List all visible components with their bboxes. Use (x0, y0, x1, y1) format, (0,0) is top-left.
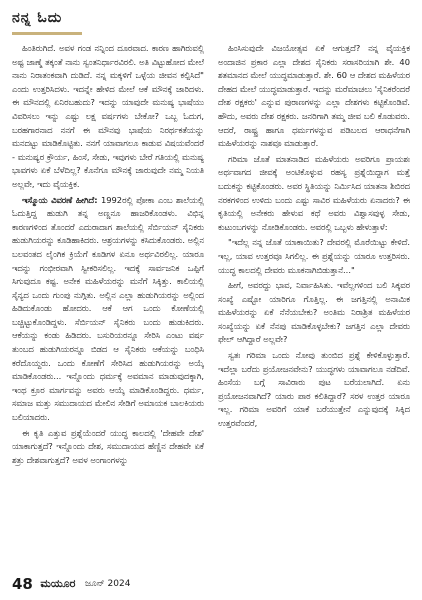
paragraph: ಹಿಂತಿರುಗಿದೆ. ಅವಳ ಗಂಡ ನನ್ನಿಂದ ದೂರವಾದ. ಕಾರಣ ಹಾಗಿರುವಲ್ಲಿ ಅಷ್ಟ ಜಾಣ್ಮೆ ತಕ್ಕಂತೆ ನಾನು ಸ್ವಂತನಿರ್ಧಾರವಿರಲಿ. ಅತಿ ವಿಟ್ಟುಹೋದ ಮೇಲೆ ನಾನು ನಿರಾತಂಕವಾಗಿ ದುಡಿದೆ. ನನ್ನ ಮಕ್ಕಳಿಗೆ ಒಳ್ಳೆಯ ಜೀವನ ಕಲ್ಪಿಸಿದೆ" ಎಂದು ಉತ್ತರಿಸಿದಳು. ಇದನ್ನೇ ಹೇಳಿದ ಮೇಲೆ ಆಕೆ ಮೌನಕ್ಕೆ ಜಾರಿದಳು. ಈ ಮೌನದಲ್ಲಿ ಏನಿರಬಹುದು? ಇದನ್ನು ಯಾವುದೇ ಮನುಷ್ಯ ಭಾಷೆಯು ವಿವರಿಸಲು ಇನ್ನು ಎಷ್ಟು ಲಕ್ಷ ವರ್ಷಗಳು ಬೇಕೋ? ಒಬ್ಬ ಓದುಗ, ಬರಹಗಾರನಾದ ನನಗೆ ಈ ಮೌನವು ಭಾಷೆಯ ನಿರರ್ಥಕತೆಯನ್ನು ಮನದಟ್ಟು ಮಾಡಿಕೊಟ್ಟಿತು. ನನಗೆ ಯಾವಾಗಲೂ ಕಾಡುವ ವಿಷಯವೆಂದರೆ - ಮನುಷ್ಯರ ಕ್ರೌರ್ಯ, ಹಿಂಸೆ, ಸೇಡು, ಇವುಗಳು ಬೇರೆ ಗತಿಯಲ್ಲಿ ಮನುಷ್ಯ ಭಾವಗಳು ಏಕೆ ಬೆಳೆದಿಲ್ಲ? ಕೊನೆಗೂ ಮೌನಕ್ಕೆ ಜಾರುವುದೇ ನಮ್ಮ ನಿಯತಿ ಅಲ್ಲವೇ, ಇದು ವೈಯಕ್ತಿಕ. (12, 43, 204, 189)
section-title: ನನ್ನ ಓದು (12, 10, 63, 26)
page-footer (12, 575, 410, 593)
magazine-name: ಮಯೂರ (40, 577, 76, 590)
issue-date: ಜೂನ್ 2024 (84, 579, 131, 589)
right-column (218, 42, 410, 562)
section-header (12, 10, 410, 38)
paragraph: ಹಿಂಸಿಸುವುದೇ ವಿಜಯೋತ್ಸವ ಏಕೆ ಆಗುತ್ತದೆ? ನನ್ನ ವೈಯಕ್ತಿಕ ಅಂದಾಜಿನ ಪ್ರಕಾರ ಎಲ್ಲಾ ದೇಶದ ಸೈನಿಕರು ಸರಾಸರಿಯಾಗಿ ಶೇ. 40 ಶತಮಾನದ ಮೇಲೆ ಯುದ್ಧಮಾಡುತ್ತಾರೆ. ಶೇ. 60 ಆ ದೇಶದ ಮಹಿಳೆಯರ ದೇಹದ ಮೇಲೆ ಯುದ್ಧಮಾಡುತ್ತಾರೆ. ಇದನ್ನು ಮರೆಮಾಚಲು 'ಸೈನಿಕರೆಂದರೆ ದೇಶ ರಕ್ಷಕರು' ಎನ್ನುವ ಪುರಾಣಗಳನ್ನು ಎಲ್ಲಾ ದೇಶಗಳು ಕಟ್ಟಿಕೊಂಡಿವೆ. ಹೌದು, ಅವರು ದೇಶ ರಕ್ಷಕರು. ಜನರಿಗಾಗಿ ತಮ್ಮ ಜೀವ ಬಲಿ ಕೊಡುವರು. ಆದರೆ, ರಾಷ್ಟ್ರ ಹಾಗೂ ಧರ್ಮಗಳನ್ನುವ ಪಡಿಬಲದ ಆರಾಧನೆಗಾಗಿ ಮಹಿಳೆಯರನ್ನು ನಾಶವೂ ಮಾಡುತ್ತಾರೆ. (218, 43, 410, 149)
lead-label: ಇಸ್ಮೊಯ ವಿವರಣೆ ಹೀಗಿದೆ: (22, 194, 98, 205)
page-number: 48 (12, 575, 33, 593)
paragraph: ಹೀಗೆ, ಅವರದ್ದು ಭಾವ, ನಿರ್ವಾಹಿಸಿತು. ಇವೆಲ್ಲಗಳಿಂದ ಬಲಿ ಸಿಕ್ಕವರ ಸಂಖ್ಯೆ ಎಷ್ಟೋ ಯಾರಿಗೂ ಗೊತ್ತಿಲ್ಲ. ಈ ಜಗತ್ತಿನಲ್ಲಿ ಅನಾಮಿಕ ಮಹಿಳೆಯರನ್ನು ಏಕೆ ನೆನೆಯಬೇಕು? ಅಂತಿಮ ನಿರಾಶ್ರಿತ ಮಹಿಳೆಯರ ಸಂಖ್ಯೆಯನ್ನು ಏಕೆ ನೆನಪು ಮಾಡಿಕೊಳ್ಳಬೇಕು? ಜಗತ್ತಿನ ಎಲ್ಲಾ ದೇವರು ಫೇಲ್ ಆಗಿದ್ದಾರೆ ಅಲ್ಲವೇ? (218, 280, 410, 345)
left-column (12, 42, 204, 562)
paragraph: ಸ್ವತಃ ಗರಿಮಾ ಒಂದು ನೋವು ತುಂಬಿದ ಪ್ರಶ್ನೆ ಕೇಳಿಕೊಳ್ಳುತ್ತಾರೆ. ಇದೆಲ್ಲಾ ಬರೆದು ಪ್ರಯೋಜನವೇನು? ಯುದ್ಧಗಳು ಯಾವಾಗಲೂ ನಡೆದಿವೆ. ಹಿಂಸೆಯ ಬಗ್ಗೆ ಸಾವಿರಾರು ಪುಟ ಬರೆಯಲಾಗಿದೆ. ಏನು ಪ್ರಯೋಜನವಾಗಿದೆ? ಯಾರು ಪಾಠ ಕಲಿತಿದ್ದಾರೆ? ಸರಳ ಉತ್ತರ ಯಾರೂ ಇಲ್ಲ. ಗರಿಮಾ ಅವರಿಗೆ ಯಾಕೆ ಬರೆಯುತ್ತೇನೆ ಎನ್ನುವುದಕ್ಕೆ ಸಿಕ್ಕಿದ ಉತ್ತರವೆಂದರೆ, (218, 350, 410, 429)
section-title-underline (12, 32, 82, 35)
paragraph-closing: ಈ ಕೃತಿ ಎತ್ತುವ ಪ್ರಶ್ನೆಯೆಂದರೆ ಯುದ್ಧ ಕಾಲದಲ್ಲಿ 'ದೇಹವೇ ದೇಶ' ಯಾಕಾಗುತ್ತದೆ? ಇನ್ನೊಂದು ದೇಶ, ಸಮುದಾಯದ ಹೆಣ್ಣಿನ ದೇಹವೇ ಏಕೆ ಶತ್ರು ದೇಶವಾಗುತ್ತದೆ? ಅವಳ ಅಂಗಾಂಗಳನ್ನು (12, 427, 204, 465)
quote-paragraph: "ಇದೆಲ್ಲ ನನ್ನ ಜೊತೆ ಯಾಕಾಯಿತು? ದೇವರಲ್ಲಿ ಮೊರೆಯಿಟ್ಟು ಕೇಳಿದೆ. ಇಲ್ಲ, ಯಾವ ಉತ್ತರವೂ ಸಿಗಲಿಲ್ಲ. ಈ ಪ್ರಶ್ನೆಯನ್ನು ಯಾರೂ ಉತ್ತರಿಸರು. ಯುದ್ಧ ಕಾಲದಲ್ಲಿ ದೇವರು ಮೂಕನಾಗಿಬಿಡುತ್ತಾನೆ..." (218, 237, 410, 275)
paragraph-lead (12, 194, 204, 425)
paragraph: ಗರಿಮಾ ಜೊತೆ ಮಾತನಾಡಿದ ಮಹಿಳೆಯರು ಅವರಿಗೂ ಪ್ರಾಯಶಃ ಅರ್ಥವಾಗದ ಜೀವಕ್ಕೆ ಅಂಟಿಕೊಳ್ಳುವ ರಹಸ್ಯ ಪ್ರಶ್ನೆಯಿದ್ದಾಗ ಮತ್ತೆ ಬದುಕನ್ನು ಕಟ್ಟಿಕೊಂಡರು. ಅವರ ಸ್ಥಿತಿಯನ್ನು ನಿರ್ಮಿಸಿದ ಯಾತನಾ ಶಿಬಿರದ ನರಕಗಳಿಂದ ಉಳಿದು ಬಂದು ಎಷ್ಟು ಸಾವಿರ ಮಹಿಳೆಯರು ಏನಾದರು? ಈ ಕೃತಿಯಲ್ಲಿ ಅನೇಕರು ಹೇಳುವ ಕಥೆ ಅವರು ವಿಶ್ವಾಸವುಳ್ಳ ಸೇಡು, ಕುಟುಂಬಗಳನ್ನು ನೋಡಿಕೊಂಡರು. ಅವರಲ್ಲಿ ಒಬ್ಬಳು ಹೇಳುತ್ತಾಳೆ: (218, 153, 410, 232)
lead-text: 1992ರಲ್ಲಿ ಪೋಕಾ ಎಂಬ ಶಾಲೆಯಲ್ಲಿ ಓದುತ್ತಿದ್ದ ಹುಡುಗಿ ತನ್ನ ಅಣ್ಣನೂ ಹಾಜರಿಕೊಂಡಳು. ವಿಭಿನ್ನ ಕಾರಣಗಳಿಂದ ತೊಂದರೆ ಎದುರಾದಾಗ ಶಾಲೆಯಲ್ಲಿ ಸೆರ್ಬಿಯನ್ ಸೈನಿಕರು ಹುಡುಗಿಯರನ್ನು ಕೂಡಿಹಾಕಿದರು. ಆಶ್ರಯಗಳನ್ನು ಕಸಿದುಕೊಂಡರು. ಅಲ್ಲಿನ ಬಲವಂತದ ಲೈಂಗಿಕ ಕ್ರಿಯೆಗೆ ಕೂಡಿಗಳ ಏನೂ ಅರ್ಥವಿರಲಿಲ್ಲ. ಯಾರೂ ಇದನ್ನು ಗಂಭೀರವಾಗಿ ಸ್ವೀಕರಿಸಲಿಲ್ಲ. ಇದಕ್ಕೆ ಸಾರ್ವಜನಿಕ ಒಪ್ಪಿಗೆ ಸಿಗುವುದೂ ಕಷ್ಟ. ಅನೇಕ ಮಹಿಳೆಯರನ್ನು ಮನೆಗೆ ಸಿಕ್ಕಿತ್ತು. ಕಾಲಿಯಲ್ಲಿ ಸೈನ್ಯದ ಒಂದು ಗುಂಪು ನುಗ್ಗಿತು. ಅಲ್ಲಿನ ಎಲ್ಲಾ ಹುಡುಗಿಯರನ್ನು ಅಲ್ಲಿಂದ ಹಿಡಿದುಕೊಂಡು ಹೋದರು. ಆಕೆ ಆಗ ಒಂದು ಕೋಣೆಯಲ್ಲಿ ಬಚ್ಚಿಟ್ಟುಕೊಂಡಿದ್ದಳು. ಸೆರ್ಬಿಯನ್ ಸೈನಿಕರು ಬಂದು ಹುಡುಕಿದರು. ಆಕೆಯನ್ನು ಕಂಡು ಹಿಡಿದರು. ಬಸುರಿಯರನ್ನೂ ಸೇರಿಸಿ ಎಂಟು ವರ್ಷ ತುಂಬದ ಹುಡುಗಿಯರನ್ನೂ ಬಿಡದ ಆ ಸೈನಿಕರು ಆಕೆಯನ್ನು ಬಂಧಿಸಿ ಕರೆದೊಯ್ದರು. ಒಂದು ಕೋಣೆಗೆ ಸೇರಿಸಿದ ಹುಡುಗಿಯರನ್ನು ಅಯ್ಕೆ ಮಾಡಿಕೊಂಡರು... ಇನ್ನೊಂದು ಧರ್ಮಕ್ಕೆ ಅವಮಾನ ಮಾಡುವುದಕ್ಕಾಗಿ, ಇಂಥ ಕ್ರೂರ ಮಾರ್ಗವನ್ನು ಅವರು ಆಯ್ಕೆ ಮಾಡಿಕೊಂಡಿದ್ದರು. ಧರ್ಮ, ಸಮಾಜ ಮತ್ತು ಸಮುದಾಯದ ಮೇಲಿನ ಸೇಡಿಗೆ ಅಮಾಯಕ ಬಾಲಕಿಯರು ಬಲಿಯಾದರು. (12, 194, 204, 423)
